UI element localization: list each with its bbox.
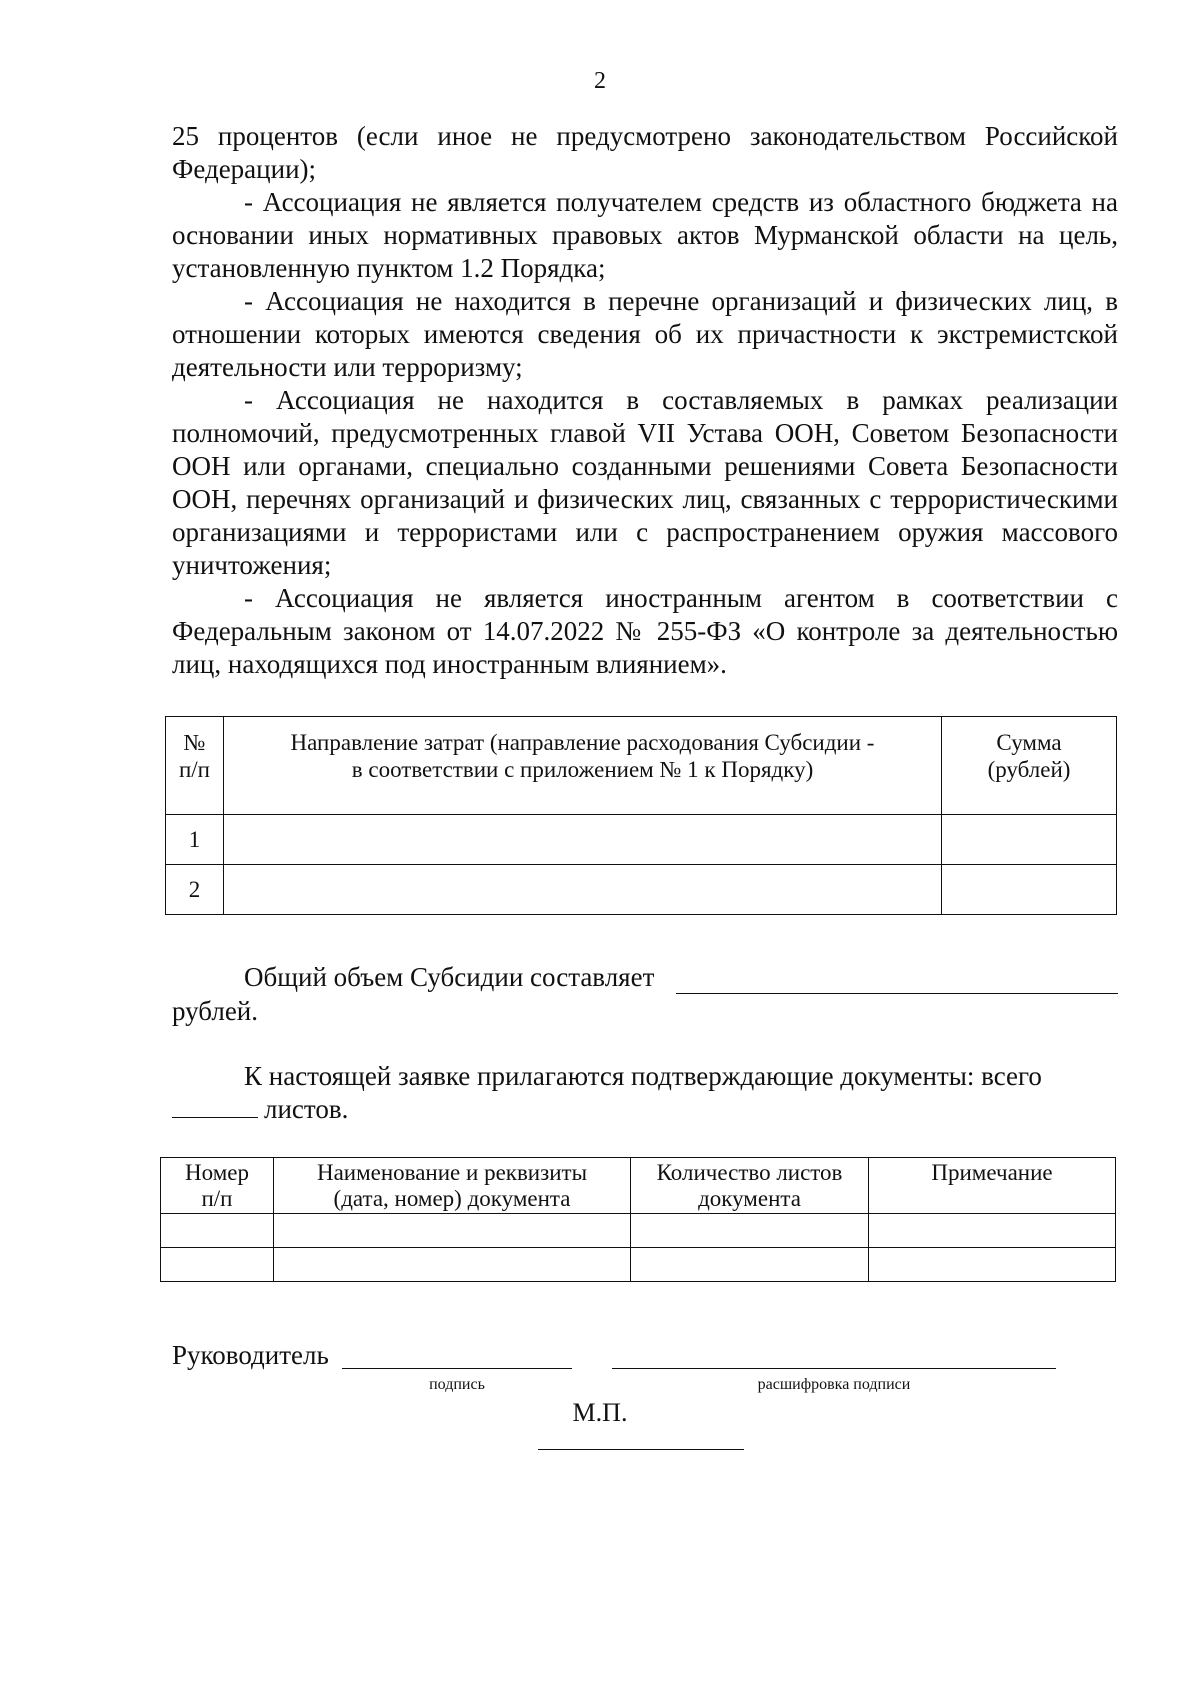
table-row [166, 865, 1117, 915]
signature-line[interactable] [342, 1368, 572, 1369]
total-amount-blank[interactable] [676, 963, 1118, 994]
attachments-label: К настоящей заявке прилагаются подтверждающие документы: всего [244, 1061, 1042, 1091]
row-number: 1 [166, 815, 224, 865]
paragraph-continuation: 25 процентов (если иное не предусмотрено законодательством Российской Федерации); [172, 121, 1118, 184]
sheet-count-blank[interactable] [172, 1093, 258, 1118]
expenses-table-header [166, 717, 1117, 815]
total-label: Общий объем Субсидии составляет [244, 962, 655, 992]
signature-decode-line[interactable] [612, 1368, 1056, 1369]
doc-note-cell[interactable] [869, 1248, 1116, 1282]
table-row [166, 815, 1117, 865]
row-direction-cell[interactable] [224, 865, 942, 915]
row-number: 2 [166, 865, 224, 915]
conditions-text [172, 120, 1118, 681]
paragraph-foreign-agent: - Ассоциация не является иностранным агентом в соответствии с Федеральным законом от 14.07.2022 № 255-ФЗ «О контроле за деятельностью лиц, находящихся под иностранным влиянием». [172, 583, 1118, 679]
signature-decode-caption: расшифровка подписи [757, 1376, 911, 1393]
attachments-unit: листов. [264, 1094, 349, 1124]
doc-name-cell[interactable] [274, 1248, 631, 1282]
table-row [161, 1248, 1116, 1282]
page-number: 2 [594, 68, 606, 94]
doc-name-cell[interactable] [274, 1214, 631, 1248]
doc-pages-cell[interactable] [631, 1248, 869, 1282]
row-direction-cell[interactable] [224, 815, 942, 865]
row-sum-cell[interactable] [942, 815, 1117, 865]
header-doc-pages: Количество листов документа [631, 1158, 869, 1214]
documents-table-header [161, 1158, 1116, 1214]
header-number: № п/п [166, 717, 224, 815]
stamp-place: М.П. [572, 1398, 628, 1427]
paragraph-budget: - Ассоциация не является получателем средств из областного бюджета на основании иных нормативных правовых актов Мурманской области на цель, установленную пунктом 1.2 Порядка; [172, 187, 1118, 283]
paragraph-un-lists: - Ассоциация не находится в составляемых в рамках реализации полномочий, предусмотренных главой VII Устава ООН, Советом Безопасности ООН или органами, специально созданными решениями Совета Безопасности ООН, перечнях организаций и физических лиц, связанных с террористическими организациями и террористами или с распространением оружия массового уничтожения; [172, 385, 1118, 580]
doc-number-cell[interactable] [161, 1214, 274, 1248]
signature-label: Руководитель [172, 1340, 329, 1370]
header-doc-number: Номер п/п [161, 1158, 274, 1214]
signature-caption: подпись [429, 1376, 485, 1393]
table-row [161, 1214, 1116, 1248]
header-doc-note: Примечание [869, 1158, 1116, 1214]
doc-pages-cell[interactable] [631, 1214, 869, 1248]
doc-number-cell[interactable] [161, 1248, 274, 1282]
total-subsidy [172, 960, 1118, 1028]
header-direction: Направление затрат (направление расходования Субсидии - в соответствии с приложением № 1 к Порядку) [224, 717, 942, 815]
total-unit: рублей. [172, 996, 259, 1026]
end-rule [538, 1449, 744, 1450]
row-sum-cell[interactable] [942, 865, 1117, 915]
attachments-statement [172, 1060, 1118, 1126]
header-sum: Сумма (рублей) [942, 717, 1117, 815]
documents-table [160, 1157, 1116, 1282]
expenses-table [165, 716, 1117, 915]
doc-note-cell[interactable] [869, 1214, 1116, 1248]
header-doc-name: Наименование и реквизиты (дата, номер) документа [274, 1158, 631, 1214]
paragraph-extremism: - Ассоциация не находится в перечне организаций и физических лиц, в отношении которых имеются сведения об их причастности к экстремистской деятельности или терроризму; [172, 286, 1118, 382]
